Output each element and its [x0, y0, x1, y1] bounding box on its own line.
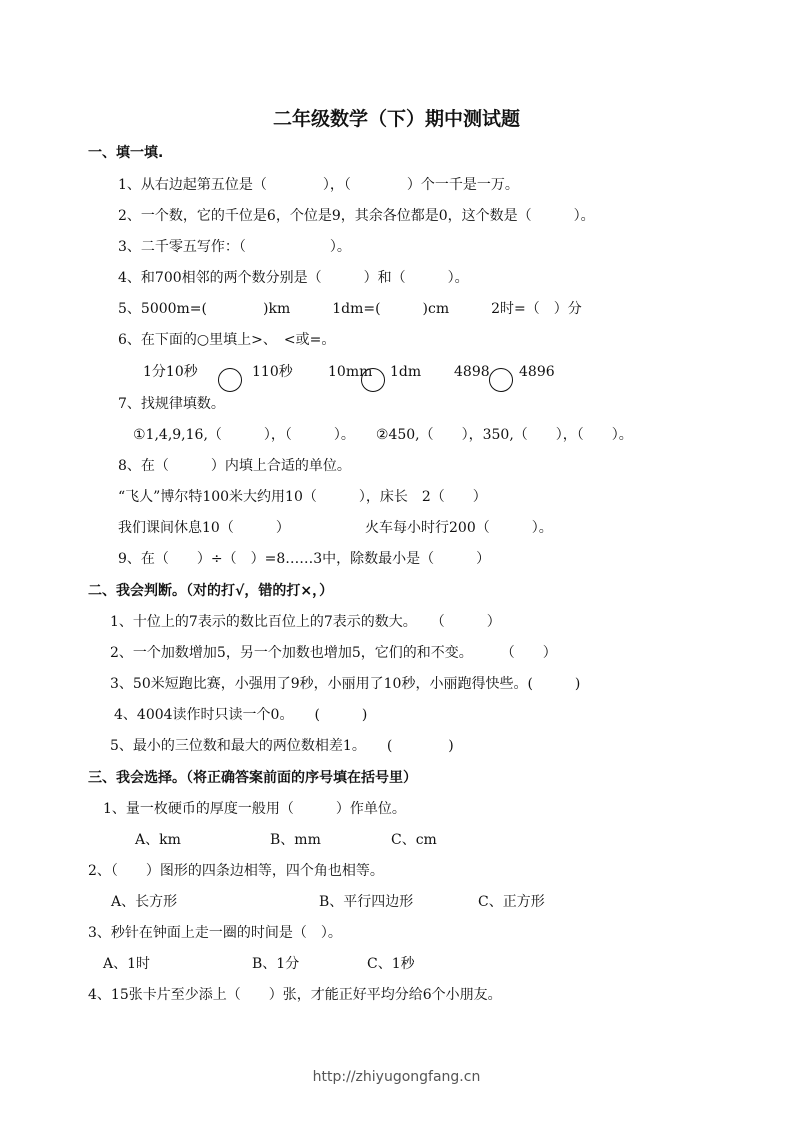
- s3-question-4: 4、15张卡片至少添上（ ）张，才能正好平均分给6个小朋友。: [88, 987, 502, 1003]
- s2-question-1: 1、十位上的7表示的数比百位上的7表示的数大。 （ ）: [110, 614, 501, 630]
- s3-question-1: 1、量一枚硬币的厚度一般用（ ）作单位。: [103, 801, 406, 817]
- s3-q2-option-b: B、平行四边形: [319, 894, 414, 910]
- s1-question-7-patterns: ①1,4,9,16,（ ），（ ）。 ②450,（ ），350,（ ），（ ）。: [133, 427, 633, 443]
- s3-question-3: 3、秒针在钟面上走一圈的时间是（ ）。: [88, 925, 342, 941]
- comparison-circle-1[interactable]: [218, 368, 242, 392]
- compare-right-1: 110秒: [252, 364, 293, 380]
- s1-question-7: 7、找规律填数。: [118, 396, 225, 412]
- compare-left-3: 4898: [454, 364, 490, 380]
- s3-q3-option-b: B、1分: [252, 956, 300, 972]
- s1-question-4: 4、和700相邻的两个数分别是（ ）和（ ）。: [118, 270, 469, 286]
- section-1-heading: 一、填一填.: [88, 145, 164, 161]
- s2-question-5: 5、最小的三位数和最大的两位数相差1。 ( ): [110, 738, 454, 754]
- s3-q3-option-a: A、1时: [103, 956, 151, 972]
- comparison-circle-3[interactable]: [489, 368, 513, 392]
- compare-right-3: 4896: [519, 364, 555, 380]
- s3-q1-option-c: C、cm: [391, 832, 437, 848]
- s3-q2-option-a: A、长方形: [111, 894, 178, 910]
- page-title: 二年级数学（下）期中测试题: [272, 108, 520, 130]
- s1-question-1: 1、从右边起第五位是（ ），（ ）个一千是一万。: [118, 177, 519, 193]
- s3-question-2: 2、（ ）图形的四条边相等，四个角也相等。: [88, 863, 384, 879]
- s1-question-6: 6、在下面的○里填上>、 <或=。: [118, 332, 336, 348]
- s1-question-8: 8、在（ ）内填上合适的单位。: [118, 458, 351, 474]
- footer-url: http://zhiyugongfang.cn: [312, 1069, 481, 1085]
- s3-q1-option-a: A、km: [135, 832, 181, 848]
- s2-question-2: 2、一个加数增加5，另一个加数也增加5，它们的和不变。 （ ）: [110, 645, 557, 661]
- s3-q3-option-c: C、1秒: [367, 956, 415, 972]
- section-2-heading: 二、我会判断。（对的打√，错的打×，）: [88, 583, 334, 599]
- s1-question-5: 5、5000m=( )km 1dm=( )cm 2时=（ ）分: [118, 301, 582, 317]
- section-3-heading: 三、我会选择。（将正确答案前面的序号填在括号里）: [88, 770, 417, 786]
- s3-q2-option-c: C、正方形: [478, 894, 545, 910]
- s1-question-9: 9、在（ ）÷（ ）=8……3中，除数最小是（ ）: [118, 551, 491, 567]
- s1-question-8-line-2a: 我们课间休息10（ ）: [118, 520, 290, 536]
- compare-right-2: 1dm: [390, 364, 422, 380]
- s1-question-3: 3、二千零五写作：（ ）。: [118, 239, 351, 255]
- s3-q1-option-b: B、mm: [270, 832, 321, 848]
- s2-question-4: 4、4004读作时只读一个0。 ( ): [114, 707, 368, 723]
- s2-question-3: 3、50米短跑比赛，小强用了9秒，小丽用了10秒，小丽跑得快些。( ): [110, 676, 581, 692]
- comparison-circle-2[interactable]: [361, 368, 385, 392]
- s1-question-8-line-1: “飞人”博尔特100米大约用10（ ），床长 2（ ）: [118, 489, 487, 505]
- s1-question-2: 2、一个数，它的千位是6，个位是9，其余各位都是0，这个数是（ ）。: [118, 208, 595, 224]
- compare-left-2: 10mm: [328, 364, 373, 380]
- s1-question-8-line-2b: 火车每小时行200（ ）。: [365, 520, 553, 536]
- compare-left-1: 1分10秒: [143, 364, 198, 380]
